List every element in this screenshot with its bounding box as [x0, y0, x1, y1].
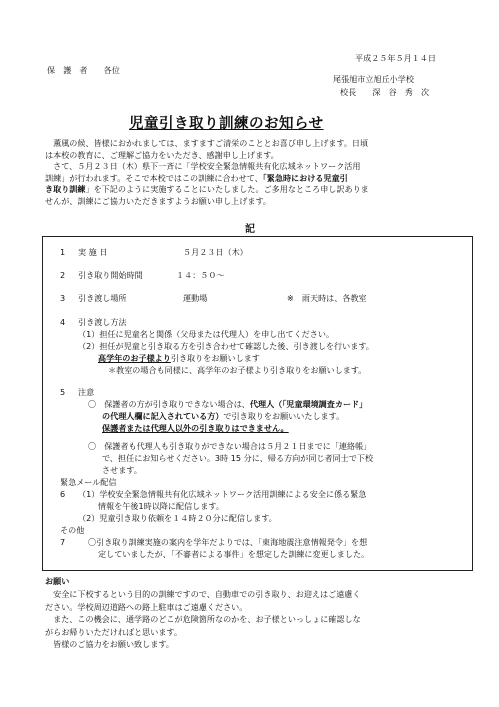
request-paragraph: [45, 588, 361, 651]
item-label: 注意: [78, 387, 95, 397]
request-line: 皆様のご協力をお願い致します。: [45, 639, 174, 649]
item-line: ＊教室の場合も同様に、高学年のお子様より引き取りをお願いします。: [108, 365, 367, 375]
item-line: 情報を午後1時以降に配信します。: [98, 501, 224, 511]
item-value: 運動場: [183, 293, 208, 303]
item-label: 引き渡し方法: [78, 317, 127, 327]
item-line: （1）学校安全緊急情報共有化広域ネットワーク活用訓練による安全に係る緊急: [78, 489, 367, 499]
addressee: 保 護 者 各位: [47, 65, 120, 75]
item-value: １４：５０～: [176, 270, 225, 280]
item-line: 定していましたが、「不審者による事件」を想定した訓練に変更しました。: [98, 549, 370, 559]
warning-text: 保護者または代理人以外の引き取りはできません。: [102, 423, 289, 433]
item-label: 引き渡し場所: [78, 293, 127, 303]
item-label: 実 施 日: [78, 247, 108, 257]
item-line: で、担任にお知らせください。3時 15 分に、帰る方向が同じ者同士で下校: [102, 453, 374, 463]
emphasis-text: 高学年のお子様より: [98, 353, 171, 363]
item-number: 7: [60, 537, 66, 547]
item-note: ※ 雨天時は、各教室: [287, 293, 367, 303]
section-label: その他: [60, 525, 85, 535]
section-label: 緊急メール配信: [60, 477, 117, 487]
item-number: 1: [60, 247, 66, 257]
item-line: させます。: [102, 465, 142, 475]
ki-heading: 記: [245, 224, 255, 235]
intro-line: 訓練」が行われます。そこで本校ではこの訓練に合わせて、「緊急時における児童引: [45, 172, 348, 183]
intro-line: は本校の教育に、ご理解ご協力をいただき、感謝申し上げます。: [45, 149, 279, 160]
item-line: 〇 保護者の方が引き取りできない場合は、代理人（「児童環境調査カード」: [88, 399, 368, 409]
item-value: ５月２３日（木）: [183, 247, 248, 257]
request-line: ださい。学校周辺道路への路上駐車はご遠慮ください。: [45, 601, 248, 612]
item-line: （2）担任が児童と引き取る方を引き合わせて確認した後、引き渡しを行います。: [78, 341, 374, 351]
intro-line: 薫風の候、皆様におかれましては、ますますご清栄のこととお喜び申し上げます。日頃: [45, 138, 369, 148]
item-line: の代理人欄に記入されている方）で引き取りをお願いいたします。: [102, 411, 345, 421]
item-line: 〇 保護者も代理人も引き取りができない場合は５月２１日までに「連絡帳」: [88, 441, 372, 451]
page-title: 児童引き取り訓練のお知らせ: [129, 116, 324, 132]
intro-paragraph: [45, 138, 369, 207]
item-number: 2: [60, 270, 66, 280]
item-line: （2）児童引き取り依頼を１４時２０分に配信します。: [78, 513, 277, 523]
emphasis-text: き取り訓練: [45, 184, 86, 194]
emphasis-text: 代理人（「児童環境調査カード」: [249, 399, 368, 409]
request-line: 安全に下校するという目的の訓練ですので、自動車での引き取り、お迎えはご遠慮く: [45, 589, 361, 599]
intro-line: き取り訓練」を下記のように実施することにいたしました。ご多用なところ申し訳ありま: [45, 184, 369, 194]
intro-line: せんが、訓練にご協力いただきますようお願い申し上げます。: [45, 195, 271, 206]
request-line: がらお帰りいただければと思います。: [45, 626, 182, 637]
item-label: 引き取り開始時間: [78, 270, 143, 280]
emphasis-text: の代理人欄に記入されている方）: [102, 411, 224, 421]
school-name: 尾張旭市立旭丘小学校: [333, 74, 414, 84]
principal-name: 校長 深 谷 秀 次: [340, 87, 430, 97]
emphasis-text: 「緊急時における児童引: [262, 172, 348, 183]
item-number: 6: [60, 489, 66, 499]
request-heading: お願い: [45, 576, 70, 586]
request-line: また、この機会に、通学路のどこが危険箇所なのかを、お子様といっしょに確認しな: [45, 614, 361, 624]
item-number: 3: [60, 293, 66, 303]
item-line: 高学年のお子様より引き取りをお願いします: [98, 353, 260, 363]
item-line: 〇引き取り訓練実施の案内を学年だよりでは、「東海地震注意情報発令」を想: [88, 537, 368, 547]
item-number: 4: [60, 317, 66, 327]
issue-date: 平成２５年５月１４日: [355, 53, 436, 63]
item-line: （1）担任に児童名と関係（父母または代理人）を申し出てください。: [78, 329, 335, 339]
item-number: 5: [60, 387, 66, 397]
intro-line: さて、５月２３日（木）県下一斉に「学校安全緊急情報共有化広域ネットワーク活用: [45, 161, 361, 171]
